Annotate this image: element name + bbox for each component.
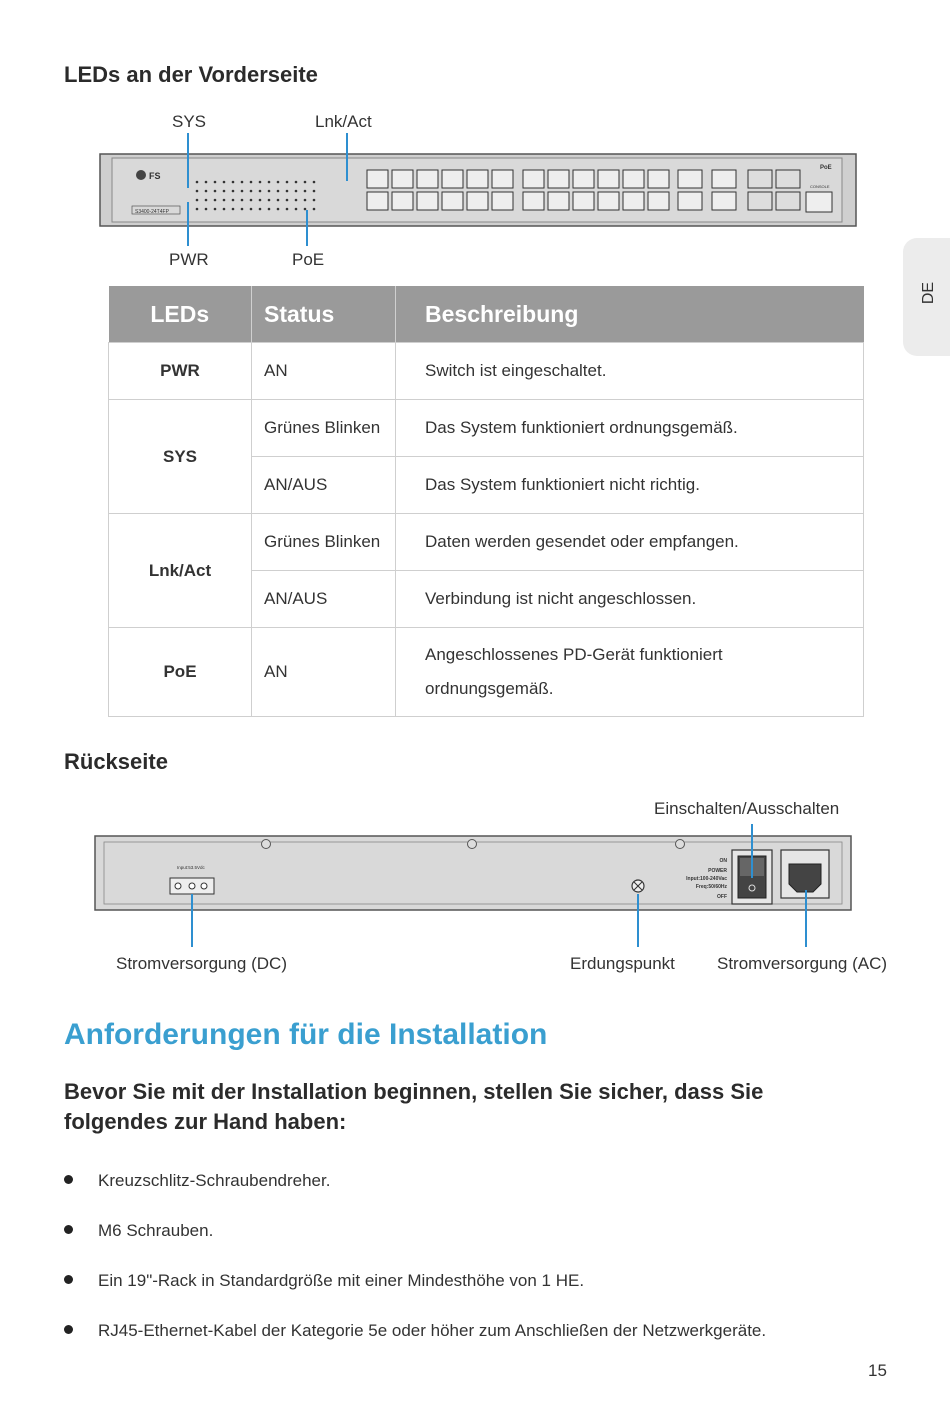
language-tab-label: DE (920, 281, 937, 305)
rj45-port (598, 192, 619, 210)
led-dot (196, 208, 199, 211)
sfp-port (748, 170, 772, 188)
rj45-port (548, 192, 569, 210)
led-dot (259, 208, 262, 211)
led-dot (295, 190, 298, 193)
led-dot (313, 208, 316, 211)
table-row (109, 343, 864, 400)
led-dot (277, 199, 280, 202)
led-dot (313, 190, 316, 193)
rj45-port (492, 170, 513, 188)
list-item: Ein 19"-Rack in Standardgröße mit einer Mindesthöhe von 1 HE. (64, 1271, 584, 1291)
bullet-icon (64, 1225, 73, 1234)
combo-port (712, 170, 736, 188)
list-item: M6 Schrauben. (64, 1221, 213, 1241)
rj45-port (623, 170, 644, 188)
led-dot (277, 190, 280, 193)
led-name-cell: PWR (109, 343, 252, 400)
led-dot (277, 208, 280, 211)
led-dot (223, 199, 226, 202)
status-cell: Grünes Blinken (252, 400, 396, 457)
description-cell: Das System funktioniert nicht richtig. (396, 457, 864, 514)
model-text: S3400-24T4FP (135, 209, 169, 215)
header-description: Beschreibung (396, 286, 864, 343)
installation-title: Anforderungen für die Installation (64, 1018, 548, 1051)
rj45-port (367, 192, 388, 210)
rj45-port (492, 192, 513, 210)
led-dot (295, 199, 298, 202)
description-cell: Daten werden gesendet oder empfangen. (396, 514, 864, 571)
screw-icon (262, 840, 271, 849)
rj45-port (467, 170, 488, 188)
table-row (109, 628, 864, 717)
led-name-cell: PoE (109, 628, 252, 717)
rj45-port (417, 192, 438, 210)
led-dot (232, 181, 235, 184)
ac-callout-label: Stromversorgung (AC) (717, 954, 888, 973)
language-side-tab (903, 238, 950, 356)
led-dot (268, 181, 271, 184)
led-dot (304, 190, 307, 193)
led-dot (304, 208, 307, 211)
led-dot (232, 190, 235, 193)
led-dot (214, 208, 217, 211)
description-cell: Das System funktioniert ordnungsgemäß. (396, 400, 864, 457)
led-dot (214, 199, 217, 202)
led-dot (214, 190, 217, 193)
front-leds-heading: LEDs an der Vorderseite (64, 62, 318, 87)
freq-text: Freq:50/60Hz (695, 884, 727, 890)
fs-logo-icon (136, 170, 146, 180)
led-dot (286, 199, 289, 202)
description-cell (396, 628, 864, 717)
rj45-port (573, 192, 594, 210)
rj45-port (573, 170, 594, 188)
led-dot (250, 208, 253, 211)
led-dot (223, 208, 226, 211)
combo-port (678, 170, 702, 188)
led-dot (313, 181, 316, 184)
led-dot (232, 199, 235, 202)
rj45-port (523, 170, 544, 188)
rj45-port (548, 170, 569, 188)
led-dot (205, 181, 208, 184)
led-dot (196, 181, 199, 184)
installation-subtitle-line2: folgendes zur Hand haben: (64, 1109, 347, 1134)
rj45-port (648, 170, 669, 188)
description-cell: Verbindung ist nicht angeschlossen. (396, 571, 864, 628)
status-cell: AN/AUS (252, 571, 396, 628)
led-dot (250, 181, 253, 184)
table-header-row (109, 286, 864, 343)
led-dot (223, 181, 226, 184)
back-panel-heading: Rückseite (64, 749, 168, 774)
fs-brand-text: FS (149, 171, 161, 181)
led-dot (205, 199, 208, 202)
led-dot (196, 199, 199, 202)
led-dot (250, 190, 253, 193)
led-dot (259, 190, 262, 193)
off-text: OFF (717, 894, 727, 900)
bullet-icon (64, 1325, 73, 1334)
sfp-port (776, 170, 800, 188)
on-text: ON (719, 858, 727, 864)
header-status: Status (252, 286, 396, 343)
description-cell: Switch ist eingeschaltet. (396, 343, 864, 400)
led-dot (286, 208, 289, 211)
screw-icon (468, 840, 477, 849)
led-dot (241, 208, 244, 211)
led-dot (259, 181, 262, 184)
led-dot (277, 181, 280, 184)
led-dot (214, 181, 217, 184)
list-item: RJ45-Ethernet-Kabel der Kategorie 5e oder höher zum Anschließen der Netzwerkgeräte. (64, 1321, 766, 1341)
rj45-port (442, 170, 463, 188)
screw-icon (676, 840, 685, 849)
switch-callout-label: Einschalten/Ausschalten (654, 799, 840, 818)
console-port (806, 192, 832, 212)
description-line: Angeschlossenes PD-Gerät funktioniert (425, 645, 723, 664)
led-dot (241, 181, 244, 184)
sys-callout-label: SYS (172, 112, 207, 131)
status-cell: AN/AUS (252, 457, 396, 514)
front-panel-illustration (0, 0, 950, 300)
led-dot (295, 208, 298, 211)
bullet-icon (64, 1175, 73, 1184)
led-dot (286, 190, 289, 193)
description-line: ordnungsgemäß. (425, 679, 554, 698)
led-dot (268, 199, 271, 202)
led-dot (304, 181, 307, 184)
led-name-cell: Lnk/Act (109, 514, 252, 628)
rj45-port (648, 192, 669, 210)
status-cell: AN (252, 628, 396, 717)
back-panel-illustration (0, 820, 950, 950)
rj45-port (598, 170, 619, 188)
input-ac-text: Input:100-240Vac (686, 876, 727, 882)
led-status-table (108, 286, 864, 717)
led-dot (304, 199, 307, 202)
led-dot (241, 199, 244, 202)
status-cell: AN (252, 343, 396, 400)
combo-port (712, 192, 736, 210)
rj45-port (392, 170, 413, 188)
lnk-callout-label: Lnk/Act (315, 112, 372, 131)
dc-callout-label: Stromversorgung (DC) (116, 954, 287, 973)
rj45-port (523, 192, 544, 210)
sfp-port (776, 192, 800, 210)
led-dot (205, 190, 208, 193)
poe-mark-text: PoE (820, 165, 832, 171)
led-dot (241, 190, 244, 193)
list-item: Kreuzschlitz-Schraubendreher. (64, 1171, 330, 1191)
led-dot (196, 190, 199, 193)
bullet-icon (64, 1275, 73, 1284)
rj45-port (417, 170, 438, 188)
led-dot (295, 181, 298, 184)
installation-subtitle-line1: Bevor Sie mit der Installation beginnen, stellen Sie sicher, dass Sie (64, 1079, 764, 1104)
led-dot (268, 208, 271, 211)
rj45-port (392, 192, 413, 210)
rj45-port (623, 192, 644, 210)
page-number: 15 (868, 1361, 887, 1380)
rj45-port (367, 170, 388, 188)
rj45-port (442, 192, 463, 210)
combo-port (678, 192, 702, 210)
power-text: POWER (708, 868, 727, 874)
led-dot (313, 199, 316, 202)
led-dot (223, 190, 226, 193)
led-dot (268, 190, 271, 193)
pwr-callout-label: PWR (169, 250, 209, 269)
led-name-cell: SYS (109, 400, 252, 514)
led-dot (286, 181, 289, 184)
rj45-port (467, 192, 488, 210)
console-text: CONSOLE (810, 184, 830, 189)
header-leds: LEDs (109, 286, 252, 343)
sfp-port (748, 192, 772, 210)
status-cell: Grünes Blinken (252, 514, 396, 571)
table-row (109, 514, 864, 571)
led-dot (232, 208, 235, 211)
led-dot (259, 199, 262, 202)
dc-input-text: Input:53.5Vdc (177, 865, 205, 870)
table-row (109, 400, 864, 457)
led-dot (205, 208, 208, 211)
ground-callout-label: Erdungspunkt (570, 954, 675, 973)
led-dot (250, 199, 253, 202)
poe-callout-label: PoE (292, 250, 325, 269)
